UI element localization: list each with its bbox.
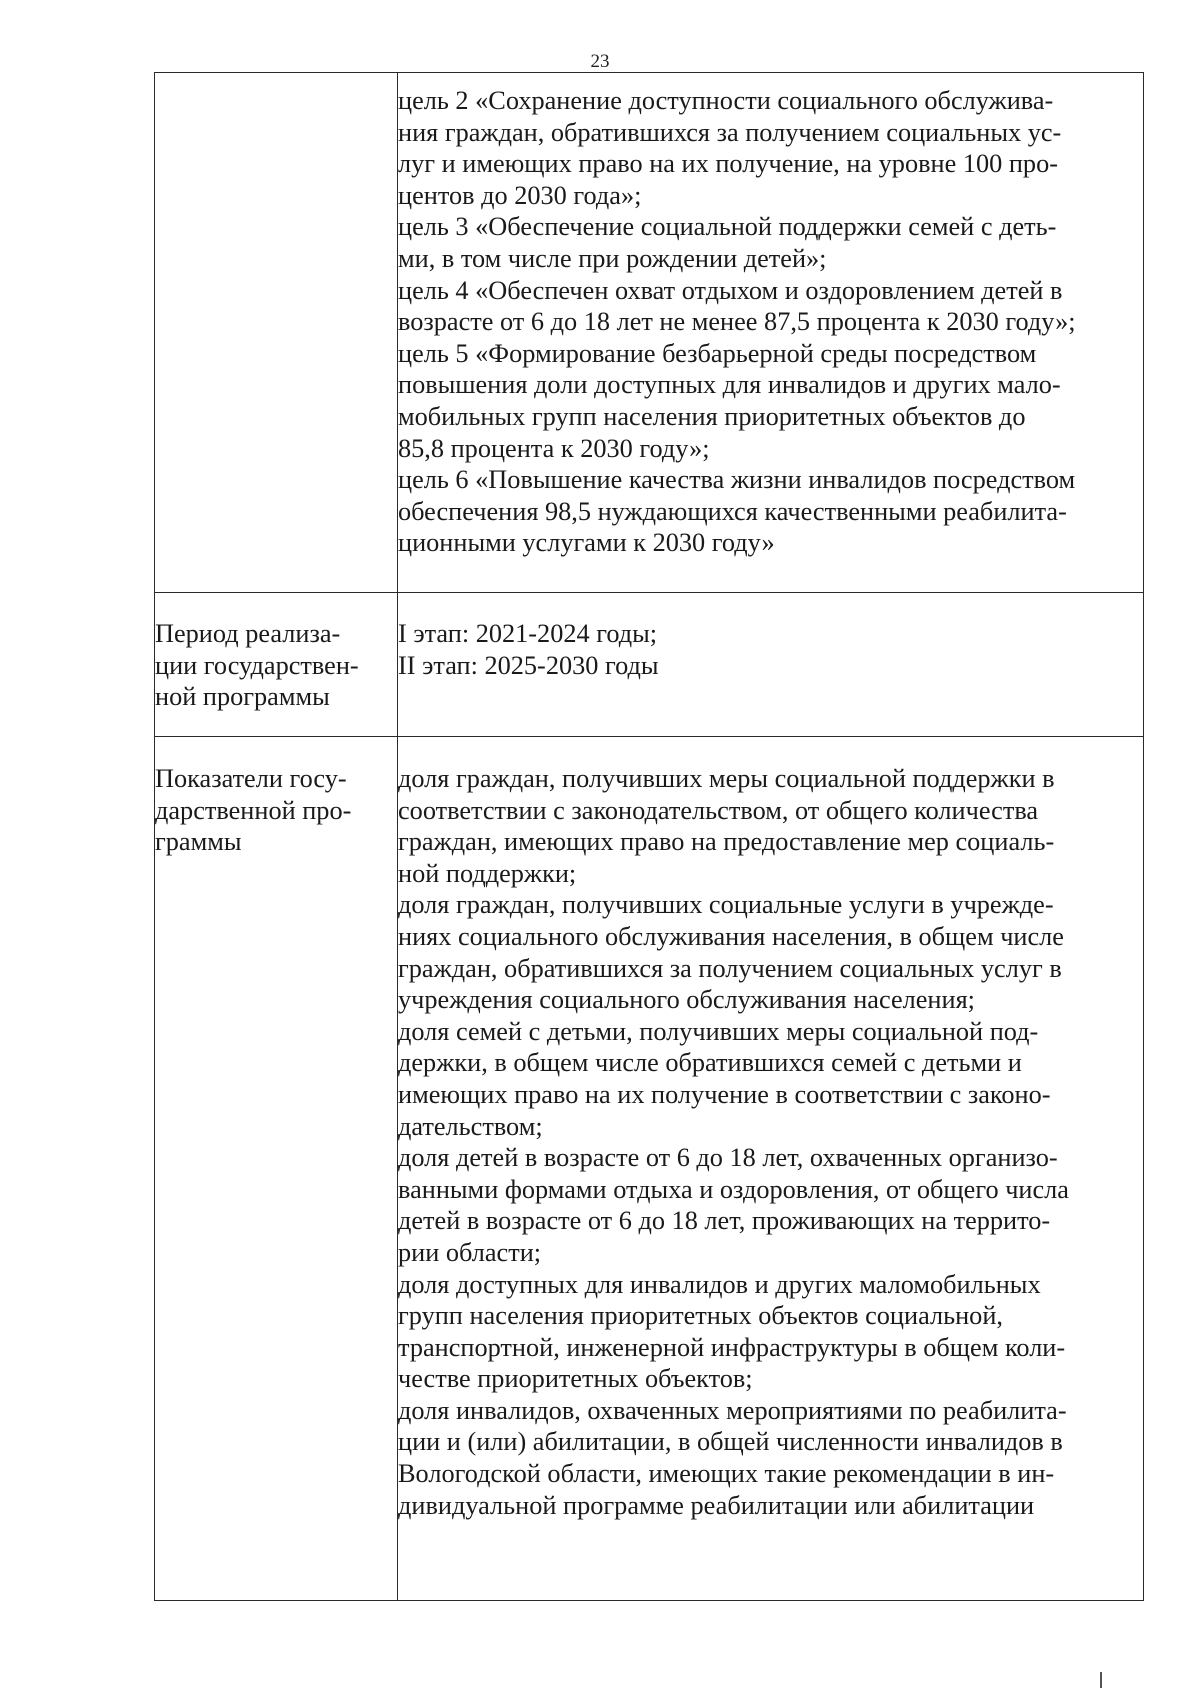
value-line: обеспечения 98,5 нуждающихся качественными реабилита-	[398, 496, 1067, 526]
value-line: имеющих право на их получение в соответствии с законо-	[398, 1079, 1051, 1109]
value-line: центов до 2030 года»;	[398, 180, 642, 210]
label-line: Период реализа-	[155, 619, 341, 648]
value-line: возрасте от 6 до 18 лет не менее 87,5 процента к 2030 году»;	[398, 307, 1076, 337]
value-line: ции и (или) абилитации, в общей численности инвалидов в	[398, 1427, 1063, 1457]
value-line: транспортной, инженерной инфраструктуры в общем коли-	[398, 1332, 1066, 1362]
indicators-label-cell	[155, 737, 398, 1601]
value-line: цель 4 «Обеспечен охват отдыхом и оздоровлением детей в	[398, 275, 1063, 305]
value-line: дивидуальной программе реабилитации или абилитации	[398, 1490, 1035, 1520]
value-line: граждан, обратившихся за получением социальных услуг в	[398, 953, 1062, 983]
value-line: ми, в том числе при рождении детей»;	[398, 243, 827, 273]
value-line: рии области;	[398, 1237, 542, 1267]
label-line: Показатели госу-	[155, 764, 347, 793]
value-line: ционными услугами к 2030 году»	[398, 528, 775, 558]
passport-table	[154, 72, 1144, 1601]
period-label-cell	[155, 593, 398, 737]
value-line: повышения доли доступных для инвалидов и других мало-	[398, 370, 1061, 400]
value-line: доля граждан, получивших социальные услуги в учрежде-	[398, 890, 1054, 920]
value-line: 85,8 процента к 2030 году»;	[398, 433, 710, 463]
period-value-cell	[398, 593, 1144, 737]
value-line: доля граждан, получивших меры социальной поддержки в	[398, 764, 1055, 793]
value-line: Вологодской области, имеющих такие рекомендации в ин-	[398, 1459, 1055, 1489]
value-line: держки, в общем числе обратившихся семей с детьми и	[398, 1048, 1022, 1078]
scan-edge-mark	[1100, 1672, 1102, 1688]
page-number: 23	[590, 51, 610, 72]
value-line: II этап: 2025-2030 годы	[398, 650, 659, 680]
value-line: детей в возрасте от 6 до 18 лет, проживающих на террито-	[398, 1206, 1051, 1236]
value-line: групп населения приоритетных объектов социальной,	[398, 1301, 1003, 1331]
value-line: ния граждан, обратившихся за получением социальных ус-	[398, 117, 1062, 147]
value-line: доля семей с детьми, получивших меры социальной под-	[398, 1016, 1039, 1046]
value-line: доля инвалидов, охваченных мероприятиями по реабилита-	[398, 1395, 1067, 1425]
goals-value-cell	[398, 73, 1144, 593]
label-line: ной программы	[155, 682, 330, 712]
label-line: граммы	[155, 827, 242, 857]
value-line: ниях социального обслуживания населения, в общем числе	[398, 921, 1064, 951]
label-line: ции государствен-	[155, 650, 359, 680]
value-line: доля доступных для инвалидов и других маломобильных	[398, 1269, 1041, 1299]
indicators-value-cell	[398, 737, 1144, 1601]
value-line: цель 3 «Обеспечение социальной поддержки семей с деть-	[398, 212, 1057, 242]
value-line: дательством;	[398, 1111, 543, 1141]
label-line: дарственной про-	[155, 795, 352, 825]
value-line: ванными формами отдыха и оздоровления, от общего числа	[398, 1174, 1069, 1204]
value-line: ной поддержки;	[398, 858, 577, 888]
value-line: цель 5 «Формирование безбарьерной среды посредством	[398, 338, 1037, 368]
value-line: соответствии с законодательством, от общего количества	[398, 795, 1039, 825]
value-line: цель 2 «Сохранение доступности социального обслужива-	[398, 86, 1054, 115]
value-line: доля детей в возрасте от 6 до 18 лет, охваченных организо-	[398, 1143, 1058, 1173]
goals-label-cell	[155, 73, 398, 593]
table-row-goals	[155, 73, 1144, 593]
value-line: цель 6 «Повышение качества жизни инвалидов посредством	[398, 465, 1076, 495]
value-line: учреждения социального обслуживания населения;	[398, 985, 975, 1015]
value-line: честве приоритетных объектов;	[398, 1364, 753, 1394]
table-row-period	[155, 593, 1144, 737]
value-line: мобильных групп населения приоритетных объектов до	[398, 401, 1026, 431]
value-line: луг и имеющих право на их получение, на уровне 100 про-	[398, 149, 1058, 179]
value-line: граждан, имеющих право на предоставление мер социаль-	[398, 827, 1055, 857]
table-row-indicators	[155, 737, 1144, 1601]
value-line: I этап: 2021-2024 годы;	[398, 619, 658, 648]
